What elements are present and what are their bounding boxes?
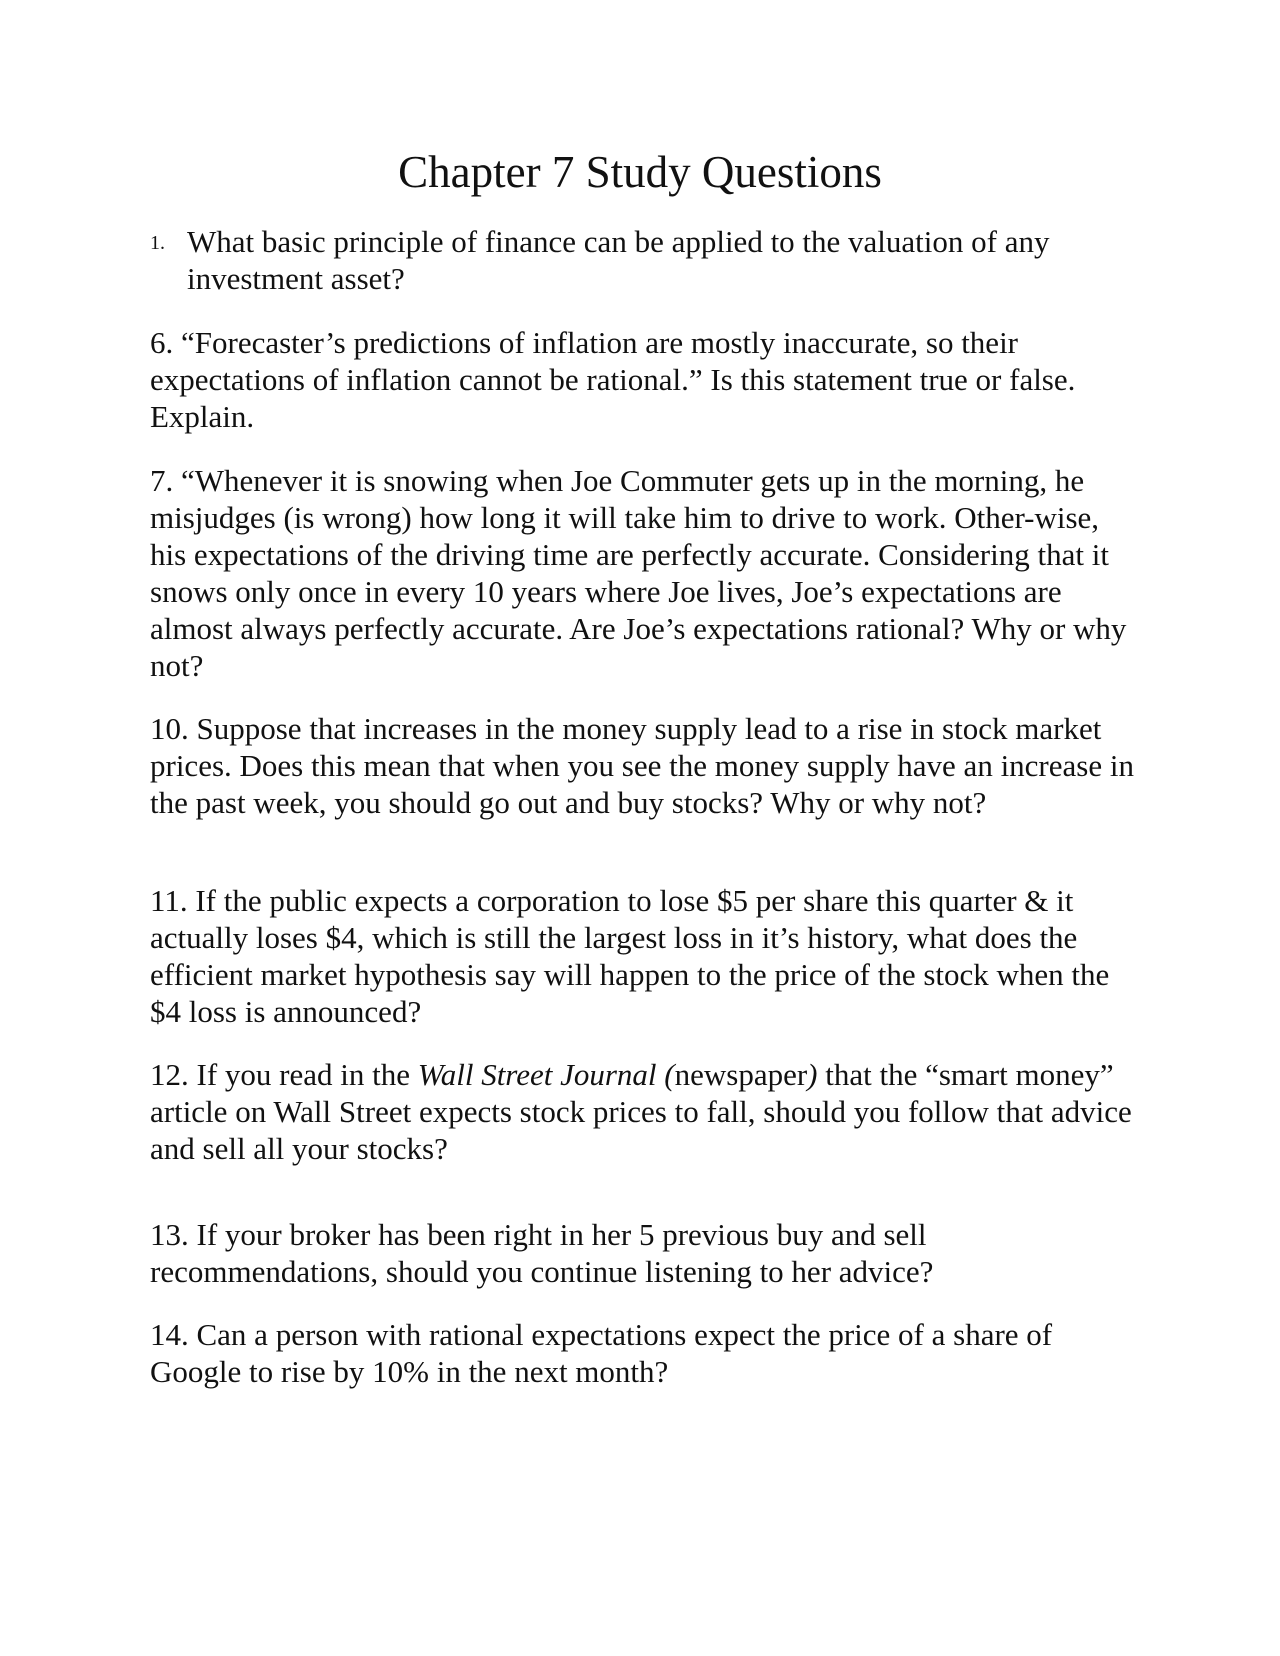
question-12 — [150, 1056, 1140, 1167]
question-1-text: What basic principle of finance can be applied to the valuation of any investment asset? — [187, 224, 1050, 296]
question-10: 10. Suppose that increases in the money supply lead to a rise in stock market prices. Does this mean that when you see the money supply have an increase in the past week, you should go out and buy stocks? Why or why not? — [150, 711, 1134, 820]
question-7: 7. “Whenever it is snowing when Joe Commuter gets up in the morning, he misjudges (is wrong) how long it will take him to drive to work. Other-wise, his expectations of the driving time are perfectly accurate. Considering that it snows only once in every 10 years where Joe lives, Joe’s expectations are almost always perfectly accurate. Are Joe’s expectations rational? Why or why not? — [150, 463, 1127, 683]
question-11: 11. If the public expects a corporation to lose $5 per share this quarter & it actually loses $4, which is still the largest loss in it’s history, what does the efficient market hypothesis say will happen to the price of the stock when the $4 loss is announced? — [150, 883, 1110, 1029]
page-title: Chapter 7 Study Questions — [398, 147, 882, 197]
question-12-text-start: 12. If you read in the — [150, 1057, 418, 1092]
question-12-text-end: that the “smart money” article on Wall Street expects stock prices to fall, should you follow that advice and sell all your stocks? — [150, 1057, 1132, 1166]
question-6: 6. “Forecaster’s predictions of inflation are mostly inaccurate, so their expectations of inflation cannot be rational.” Is this statement true or false. Explain. — [150, 325, 1076, 434]
question-13: 13. If your broker has been right in her 5 previous buy and sell recommendations, should you continue listening to her advice? — [150, 1217, 934, 1289]
question-12-italic-title: Wall Street Journal ( — [417, 1057, 675, 1092]
question-12-text-middle: newspaper — [674, 1057, 808, 1092]
question-1-number: 1. — [150, 232, 165, 254]
question-12-italic-paren: ) — [807, 1057, 818, 1092]
question-14: 14. Can a person with rational expectations expect the price of a share of Google to rise by 10% in the next month? — [150, 1317, 1053, 1389]
question-1 — [150, 223, 1140, 297]
